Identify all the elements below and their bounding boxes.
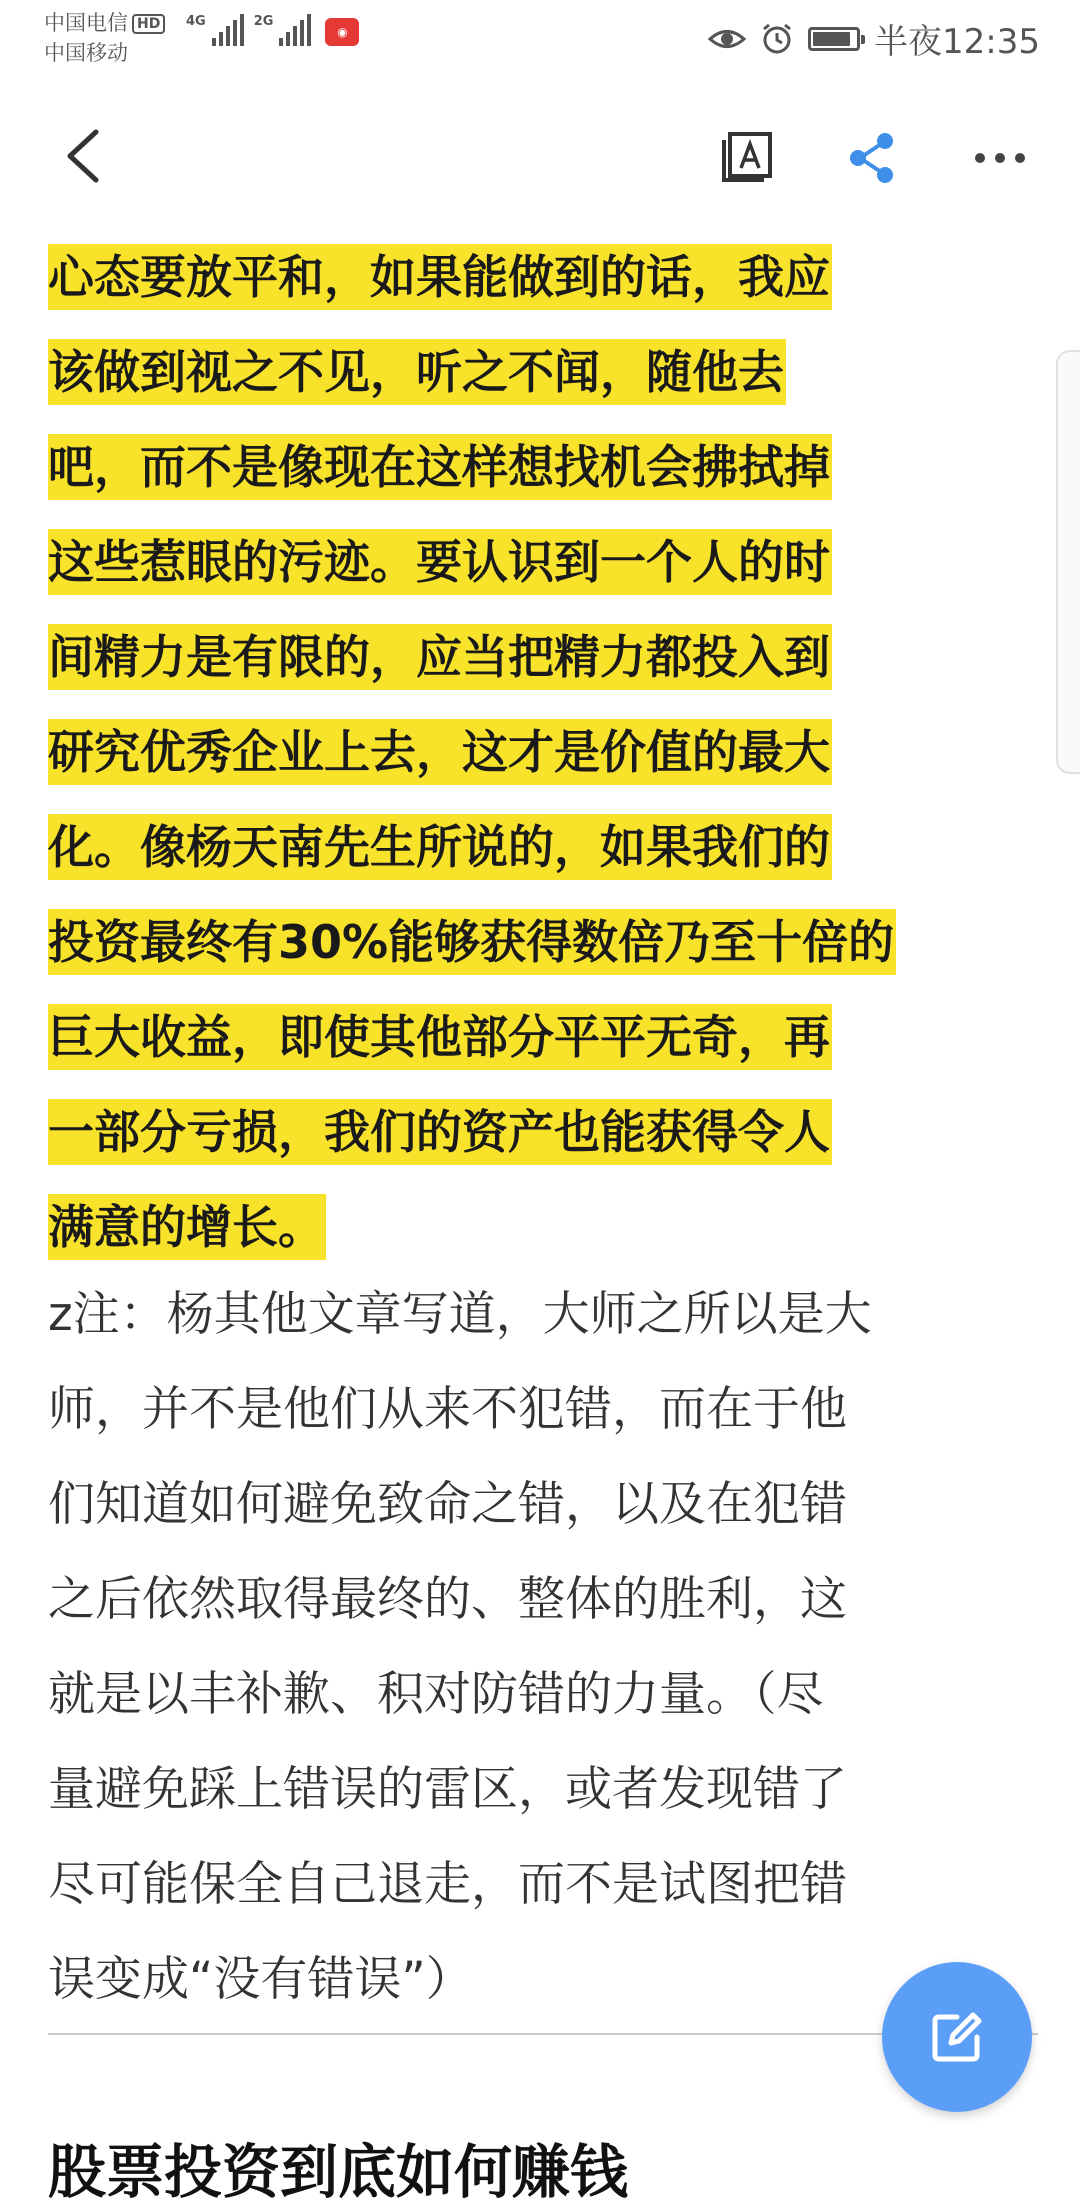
share-button[interactable] [842, 128, 902, 188]
reader-mode-button[interactable] [716, 128, 776, 188]
edit-fab-button[interactable] [882, 1962, 1032, 2112]
scroll-indicator[interactable] [1056, 350, 1080, 774]
more-horizontal-icon [970, 128, 1030, 188]
note-line: 之后依然取得最终的、整体的胜利，这 [48, 1572, 847, 1627]
network-type-1: 4G [186, 14, 206, 29]
article-body [48, 230, 1038, 2035]
battery-level [813, 32, 850, 46]
note-line: 误变成“没有错误”） [48, 1952, 473, 2007]
highlighted-line: 该做到视之不见，听之不闻，随他去 [48, 339, 786, 405]
network-type-2: 2G [253, 14, 274, 29]
status-bar [0, 0, 1080, 70]
note-line: 师，并不是他们从来不犯错，而在于他 [48, 1382, 847, 1437]
highlighted-line: 这些惹眼的污迹。要认识到一个人的时 [48, 529, 832, 595]
note-line: z注：杨其他文章写道，大师之所以是大 [48, 1287, 872, 1342]
author-note [48, 1267, 1038, 2027]
highlighted-line: 研究优秀企业上去，这才是价值的最大 [48, 719, 832, 785]
top-toolbar [0, 110, 1080, 200]
carrier-info [44, 8, 165, 68]
signal-indicators [186, 14, 359, 46]
note-line: 们知道如何避免致命之错，以及在犯错 [48, 1477, 847, 1532]
carrier-1: 中国电信 [44, 11, 128, 35]
status-time: 半夜12:35 [874, 22, 1040, 62]
highlighted-line: 投资最终有30%能够获得数倍乃至十倍的 [48, 909, 896, 975]
chevron-left-icon [56, 126, 116, 186]
highlighted-line: 化。像杨天南先生所说的，如果我们的 [48, 814, 832, 880]
more-button[interactable] [970, 128, 1030, 188]
note-line: 就是以丰补歉、积对防错的力量。（尽 [48, 1667, 824, 1722]
app-notification-icon: ◉ [325, 18, 359, 46]
next-section-heading: 股票投资到底如何赚钱 [48, 2138, 629, 2206]
eye-comfort-icon [708, 24, 746, 54]
alarm-icon [760, 22, 794, 56]
highlighted-line: 心态要放平和，如果能做到的话，我应 [48, 244, 832, 310]
edit-icon [927, 2007, 987, 2067]
carrier-2: 中国移动 [44, 41, 128, 65]
highlighted-line: 吧，而不是像现在这样想找机会拂拭掉 [48, 434, 832, 500]
highlighted-line: 间精力是有限的，应当把精力都投入到 [48, 624, 832, 690]
status-right [708, 14, 1040, 63]
reader-mode-icon [716, 128, 776, 188]
highlighted-line: 满意的增长。 [48, 1194, 326, 1260]
highlighted-line: 一部分亏损，我们的资产也能获得令人 [48, 1099, 832, 1165]
hd-badge: HD [132, 14, 165, 34]
signal-2g-icon [254, 14, 312, 46]
note-line: 尽可能保全自己退走，而不是试图把错 [48, 1857, 847, 1912]
battery-icon [808, 27, 860, 51]
back-button[interactable] [56, 126, 116, 186]
highlighted-line: 巨大收益，即使其他部分平平无奇，再 [48, 1004, 832, 1070]
share-icon [842, 128, 902, 188]
note-line: 量避免踩上错误的雷区，或者发现错了 [48, 1762, 847, 1817]
signal-4g-icon [186, 14, 244, 46]
highlighted-quote [48, 230, 1038, 1275]
